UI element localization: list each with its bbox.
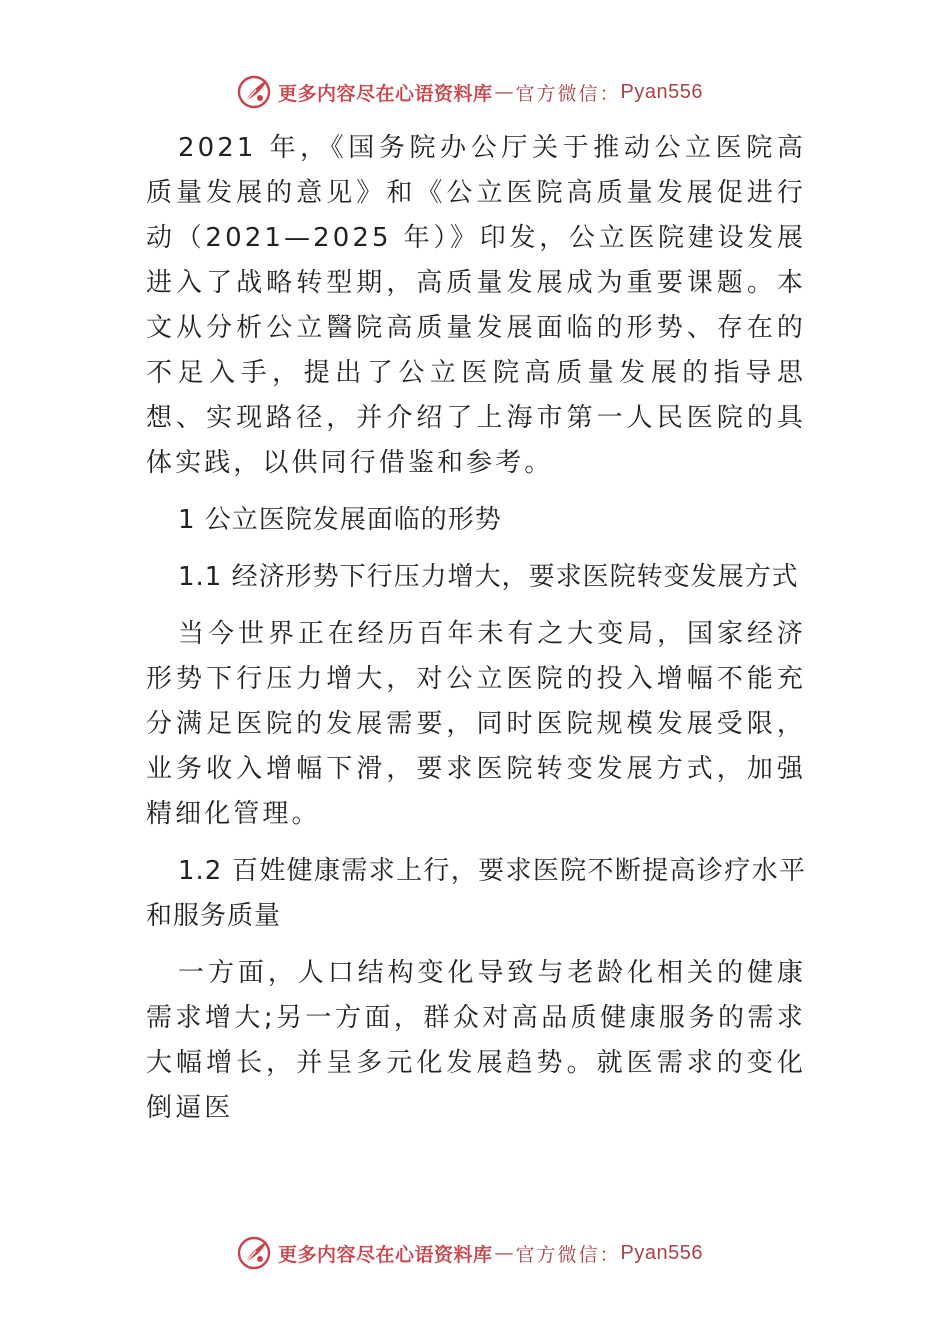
quill-pen-circle-icon — [236, 74, 272, 110]
section-heading-1: 1 公立医院发展面临的形势 — [178, 505, 502, 535]
subsection-heading-1-1: 1.1 经济形势下行压力增大，要求医院转变发展方式 — [178, 562, 799, 592]
banner-wechat-id: Pyan556 — [620, 1241, 703, 1264]
banner-text: 更多内容尽在心语资料库 — [278, 1243, 493, 1266]
footer-watermark-banner — [236, 1233, 736, 1273]
header-watermark-banner — [236, 72, 736, 112]
banner-wechat-id: Pyan556 — [620, 80, 703, 103]
banner-text: 更多内容尽在心语资料库 — [278, 82, 493, 105]
banner-separator: — — [494, 81, 514, 103]
document-body — [146, 126, 806, 1143]
subsection-heading-1-2: 1.2 百姓健康需求上行，要求医院不断提高诊疗水平和服务质量 — [146, 856, 806, 931]
paragraph-1-1: 当今世界正在经历百年未有之大变局，国家经济形势下行压力增大，对公立医院的投入增幅不能充分满足医院的发展需要，同时医院规模发展受限，业务收入增幅下滑，要求医院转变发展方式，加强精细化管理。 — [146, 619, 806, 829]
intro-paragraph: 2021 年，《国务院办公厅关于推动公立医院高质量发展的意见》和《公立医院高质量发展促进行动（2021—2025 年）》印发，公立医院建设发展进入了战略转型期，高质量发展成为重要课题。本文从分析公立醫院高质量发展面临的形势、存在的不足入手，提出了公立医院高质量发展的指导思想、实现路径，并介绍了上海市第一人民医院的具体实践，以供同行借鉴和参考。 — [146, 133, 806, 478]
banner-wechat-label: 官方微信： — [515, 82, 621, 105]
banner-wechat-label: 官方微信： — [515, 1243, 621, 1266]
paragraph-1-2: 一方面，人口结构变化导致与老龄化相关的健康需求增大;另一方面，群众对高品质健康服务的需求大幅增长，并呈多元化发展趋势。就医需求的变化倒逼医 — [146, 958, 806, 1123]
quill-pen-circle-icon — [236, 1235, 272, 1271]
banner-separator: — — [494, 1242, 514, 1264]
